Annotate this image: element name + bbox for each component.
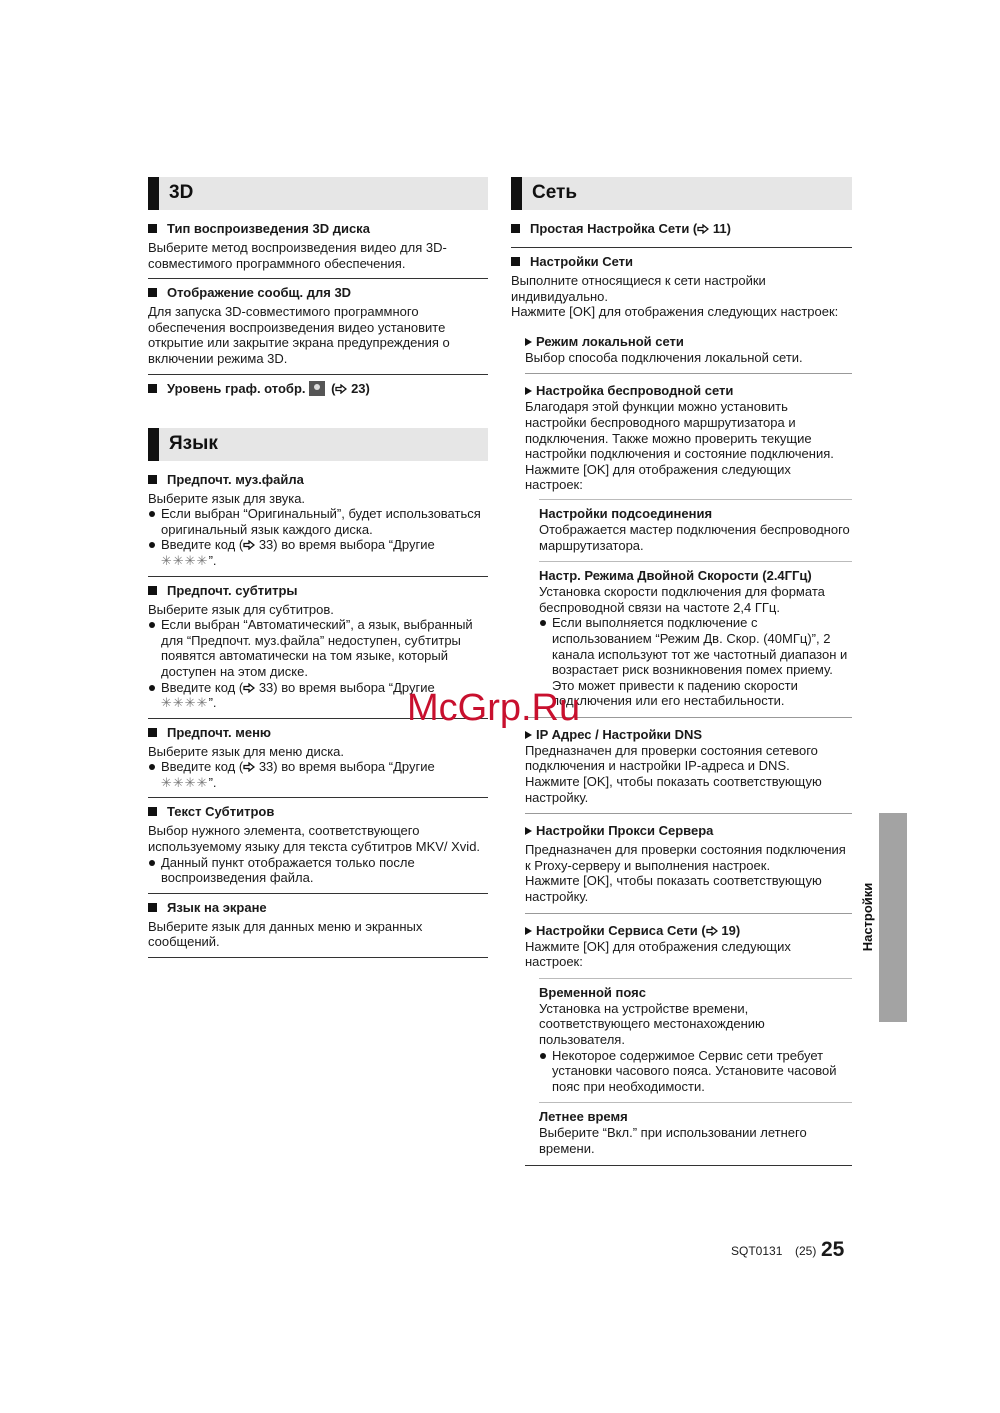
graphic-level-icon [309,381,325,396]
square-bullet-icon [148,586,157,595]
square-bullet-icon [148,807,157,816]
item-text: Выбор нужного элемента, соответствующего используемому языку для текста субтитров MKV/ Xvid. [148,823,481,855]
bullet-dot-icon [149,764,155,770]
item-text: Выберите язык для субтитров. [148,601,334,617]
item-text: Выберите язык для данных меню и экранных сообщений. [148,918,423,950]
subsub-timezone: Временной пояс Установка на устройстве времени, соответствующего местонахождению пользователя. Некоторое содержимое Сервис сети требует установки часового пояса. Установите часовой пояс при необходимости. [539,978,852,1095]
item-title: Настройки Сети [530,254,634,269]
sub-lan-mode: Режим локальной сети Выбор способа подключения локальной сети. [525,334,852,375]
bullet-item: Некоторое содержимое Сервис сети требует установки часового пояса. Установите часовой пояс при необходимости. [539,1048,852,1095]
item-text: Выполните относящиеся к сети настройки индивидуально. [511,273,766,304]
square-bullet-icon [148,288,157,297]
triangle-bullet-icon [525,387,532,395]
item-text: Выберите метод воспроизведения видео для 3D-совместимого программного обеспечения. [148,240,447,271]
sub-proxy: Настройки Прокси Сервера Предназначен для проверки состояния подключения к Proxy-серверу и выполнения настроек. Нажмите [OK], чтобы показать соответствующую настройку. [525,823,852,913]
square-bullet-icon [148,728,157,737]
stars: ✳✳✳✳ [161,552,209,568]
bullet-dot-icon [540,620,546,626]
bullet-dot-icon [149,511,155,517]
item-title: Предпочт. меню [167,724,272,740]
bullet-dot-icon [149,622,155,628]
section-title: Сеть [532,182,578,203]
bullet-dot-icon [540,1053,546,1059]
item-title: Простая Настройка Сети ( [530,221,698,236]
square-bullet-icon [148,224,157,233]
doc-page-paren: (25) [795,1244,817,1258]
page-ref-arrow-icon [706,926,718,936]
triangle-bullet-icon [525,338,532,346]
bullet-dot-icon [149,542,155,548]
triangle-bullet-icon [525,827,532,835]
page-ref-arrow-icon [243,540,255,550]
bullet-item: Введите код ( 33) во время выбора “Другие ✳✳✳✳”. [148,537,488,568]
page-ref: 11 [712,221,727,236]
page-number: 25 [821,1238,845,1261]
item-3d-playback [148,221,488,279]
side-tab-label: Настройки [860,882,875,952]
subsub-dst: Летнее время Выберите “Вкл.” при использовании летнего времени. [539,1102,852,1156]
page-footer [731,1240,851,1264]
item-text: Выберите язык для звука. [148,490,306,506]
section-header-network [511,177,852,210]
left-column [148,177,488,964]
subsub-conn: Настройки подсоединения Отображается мастер подключения беспроводного маршрутизатора. [539,499,852,553]
section-bar [148,177,159,210]
square-bullet-icon [148,475,157,484]
square-bullet-icon [511,257,520,266]
item-title: Текст Субтитров [167,804,275,820]
item-title: Тип воспроизведения 3D диска [167,221,370,236]
triangle-bullet-icon [525,927,532,935]
section-bar [148,428,159,461]
page-ref-arrow-icon [697,224,709,234]
item-title: Отображение сообщ. для 3D [167,285,352,301]
doc-code: SQT0131 [731,1244,783,1258]
item-graphic-level: Уровень граф. отобр. ( 23) [148,381,488,402]
item-text: Выберите язык для меню диска. [148,743,345,759]
square-bullet-icon [148,384,157,393]
bullet-item: Если выполняется подключение с использованием “Режим Дв. Скор. (40МГц)”, 2 канала используют тот же частотный диапазон и возрастает риск возникновения помех приему. Это может привести к падению скорости подключения или его нестабильности. [539,615,852,709]
triangle-bullet-icon [525,731,532,739]
stars: ✳✳✳✳ [161,774,209,790]
item-screen-lang [148,900,488,958]
item-network-settings [511,254,852,322]
bullet-dot-icon [149,685,155,691]
square-bullet-icon [148,903,157,912]
bullet-item: Если выбран “Оригинальный”, будет использоваться оригинальный язык каждого диска. [148,506,488,537]
item-subtitle-text [148,804,488,893]
item-audio-lang [148,472,488,577]
section-header-3d [148,177,488,210]
bullet-item: Данный пункт отображается только после воспроизведения файла. [148,855,488,886]
section-bar [511,177,522,210]
watermark: McGrp.Ru [407,687,581,729]
bullet-item: Если выбран “Автоматический”, а язык, выбранный для “Предпочт. муз.файла” недоступен, субтитры появятся автоматически на том языке, который доступен на этом диске. [148,617,488,679]
sub-net-service: Настройки Сервиса Сети ( 19) Нажмите [OK] для отображения следующих настроек: Временной пояс Установка на устройстве времени, соответствующего местонахождению пользователя. Некоторое содержимое Сервис сети требует установки часового пояса. Установите часовой пояс при необходимости. Летнее время Выберите “Вкл.” при использовании летнего времени. [525,923,852,1166]
right-column [511,177,852,1175]
item-title: Предпочт. муз.файла [167,471,304,487]
item-easy-network: Простая Настройка Сети ( 11) [511,221,852,248]
bullet-item: Введите код ( 33) во время выбора “Другие ✳✳✳✳”. [148,680,488,711]
bullet-dot-icon [149,860,155,866]
page-ref-arrow-icon [335,384,347,394]
item-3d-message [148,285,488,374]
item-text: Для запуска 3D-совместимого программного обеспечения воспроизведения видео установите открытие или закрытие экрана предупреждения о включении режима 3D. [148,304,450,366]
item-title: Язык на экране [167,899,267,915]
section-title: 3D [169,182,194,203]
item-title: Уровень граф. отобр. [167,380,306,396]
page-ref-arrow-icon [243,762,255,772]
section-header-language [148,428,488,461]
sub-ip-dns: IP Адрес / Настройки DNS Предназначен для проверки состояния сетевого подключения и настройки IP-адреса и DNS. Нажмите [OK], чтобы показать соответствующую настройку. [525,727,852,814]
section-title: Язык [169,432,218,454]
item-menu-lang [148,725,488,799]
side-tab [879,813,907,1022]
square-bullet-icon [511,224,520,233]
item-text: Нажмите [OK] для отображения следующих настроек: [511,304,839,320]
page-ref: 23 [351,380,366,396]
subsub-dual-speed: Настр. Режима Двойной Скорости (2.4ГГц) Установка скорости подключения для формата беспроводной связи на частоте 2,4 ГГц. Если выполняется подключение с использованием “Режим Дв. Скор. (40МГц)”, 2 канала используют тот же частотный диапазон и возрастает риск возникновения помех приему. Это может привести к падению скорости подключения или его нестабильности. [539,561,852,709]
page-ref-arrow-icon [243,683,255,693]
item-title: Предпочт. субтитры [167,582,298,598]
stars: ✳✳✳✳ [161,695,209,711]
bullet-item: Введите код ( 33) во время выбора “Другие ✳✳✳✳”. [148,759,488,790]
sub-wireless: Настройка беспроводной сети Благодаря этой функции можно установить настройки беспроводного маршрутизатора и подключения. Также можно проверить текущие настройки подключения и состояние подключения. Нажмите [OK] для отображения следующих настроек: Настройки подсоединения Отображается мастер подключения беспроводного маршрутизатора. Настр. Режима Двойной Скорости (2.4ГГц) Установка скорости подключения для формата беспроводной связи на частоте 2,4 ГГц. Если выполняется подключение с использованием “Режим Дв. Скор. (40МГц)”, 2 канала используют тот же частотный диапазон и возрастает риск возникновения помех приему. Это может привести к падению скорости подключения или его нестабильности. [525,383,852,718]
